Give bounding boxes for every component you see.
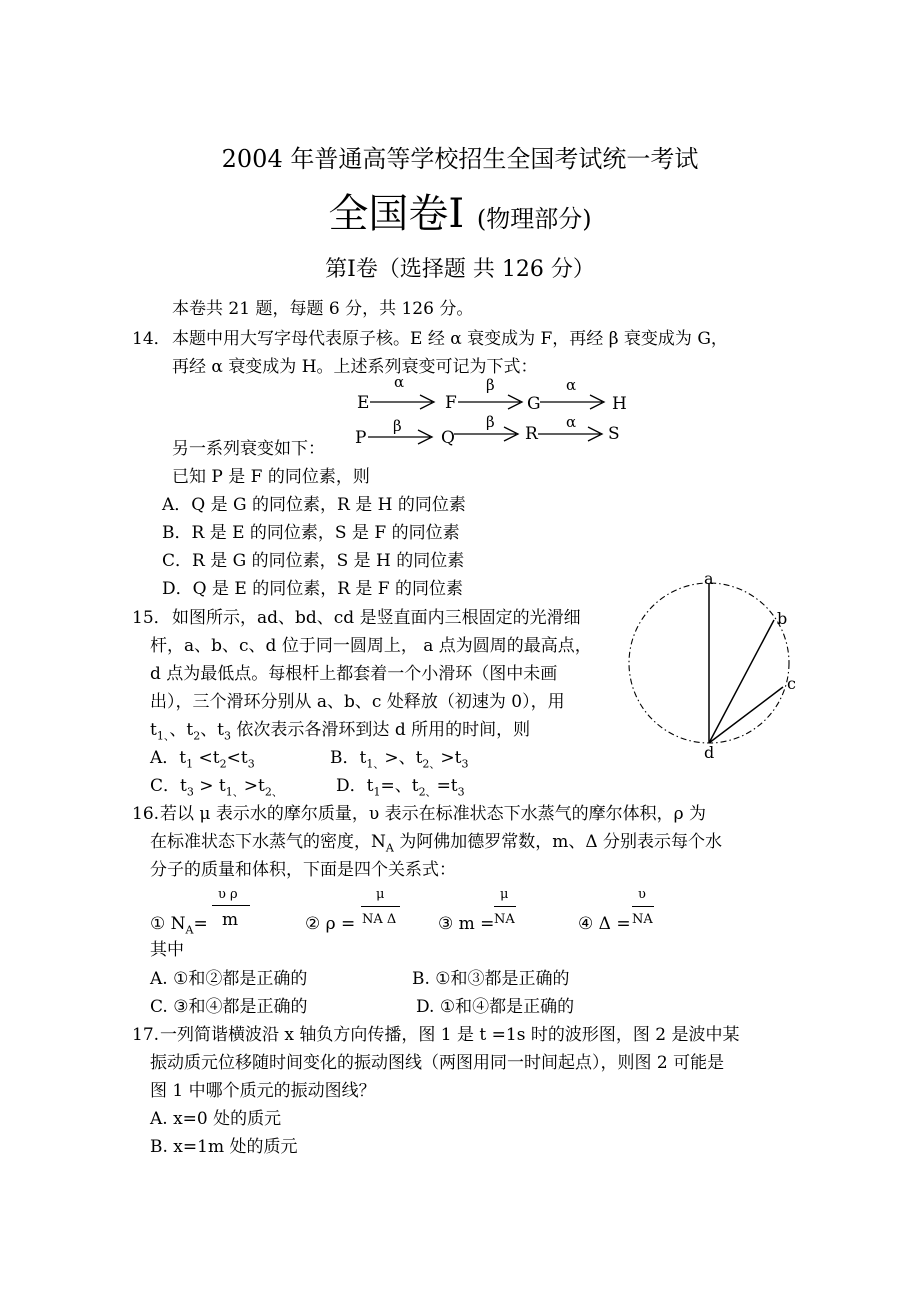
- q15-line1: 如图所示，ad、bd、cd 是竖直面内三根固定的光滑细: [172, 608, 581, 628]
- q14-option-b: B．R 是 E 的同位素，S 是 F 的同位素: [162, 523, 460, 543]
- q15-line5: $t_{1、}$、$t_2$、$t_3$ 依次表示各滑环到达 d 所用的时间，则: [150, 720, 531, 743]
- paper-name-sub: (物理部分): [476, 205, 592, 233]
- chain1-arrow-3: [540, 395, 604, 409]
- q16-formula-1-lhs: ① $N_A=$: [150, 914, 208, 937]
- chain2-decay-2: β: [486, 413, 495, 431]
- chain1-arrow-1: [370, 395, 434, 409]
- q17-number: 17.: [132, 1025, 160, 1045]
- q17-line1: 一列简谐横波沿 x 轴负方向传播，图 1 是 t =1s 时的波形图，图 2 是波中某: [160, 1025, 740, 1045]
- q15-line4: 出），三个滑环分别从 a、b、c 处释放（初速为 0），用: [150, 692, 565, 712]
- q16-formula-2-lhs: ② ρ =: [305, 914, 356, 934]
- q16-option-b: B. ①和③都是正确的: [412, 969, 570, 989]
- chain1-node-f: F: [445, 393, 457, 413]
- q16-line2: 在标准状态下水蒸气的密度，$N_A$ 为阿佛加德罗常数，m、Δ 分别表示每个水: [150, 832, 723, 855]
- q14-option-d: D．Q 是 E 的同位素，R 是 F 的同位素: [162, 579, 463, 599]
- q15-rod-cd: [709, 687, 783, 743]
- q15-number: 15．: [132, 608, 171, 628]
- q15-rod-bd: [709, 620, 774, 743]
- q16-line3: 分子的质量和体积，下面是四个关系式：: [150, 860, 456, 880]
- q16-formula-4-lhs: ④ Δ =: [578, 914, 631, 934]
- q15-line3: d 点为最低点。每根杆上都套着一个小滑环（图中未画: [150, 664, 558, 684]
- chain1-node-h: H: [612, 394, 627, 414]
- section-title: 第Ⅰ卷（选择题 共 126 分）: [325, 257, 595, 282]
- q16-option-a: A. ①和②都是正确的: [150, 969, 308, 989]
- q15-label-c: c: [787, 674, 796, 693]
- decay-chain-2: [355, 413, 620, 448]
- chain1-node-g: G: [527, 394, 541, 414]
- q16-formula-1-bar: [212, 905, 250, 906]
- chain2-node-q: Q: [441, 428, 455, 448]
- q14-option-c: C．R 是 G 的同位素，S 是 H 的同位素: [162, 551, 465, 571]
- q17-line3: 图 1 中哪个质元的振动图线？: [150, 1081, 376, 1101]
- q14-line2: 再经 α 衰变成为 H。上述系列衰变可记为下式：: [172, 357, 538, 377]
- q14-other-label: 另一系列衰变如下：: [172, 439, 325, 459]
- q14-number: 14．: [132, 329, 171, 349]
- q16-formula-3-denominator: NA: [494, 912, 515, 927]
- q16-formula-2-numerator: μ: [376, 887, 385, 902]
- q16-formula-4-denominator: NA: [632, 912, 653, 927]
- q17-line2: 振动质元位移随时间变化的振动图线（两图用同一时间起点），则图 2 可能是: [150, 1053, 725, 1073]
- decay-chain-1: [357, 373, 627, 414]
- q15-option-a: A．$t_1 <t_2<t_3$: [150, 748, 255, 771]
- q15-line2: 杆，a、b、c、d 位于同一圆周上， a 点为圆周的最高点，: [150, 636, 592, 656]
- paper-name-main: 全国卷Ⅰ: [328, 191, 465, 237]
- q17-option-b: B. x=1m 处的质元: [150, 1137, 298, 1157]
- chain1-decay-2: β: [486, 376, 495, 394]
- q16-formula-1-numerator: υ ρ: [218, 887, 238, 902]
- q16-formula-1-denominator: m: [222, 910, 239, 930]
- q16-formula-3-lhs: ③ m =: [438, 914, 495, 934]
- chain2-node-r: R: [525, 424, 538, 444]
- q16-formula-3-numerator: μ: [500, 887, 509, 902]
- q14-option-a: A．Q 是 G 的同位素，R 是 H 的同位素: [162, 495, 466, 515]
- q16-formula-4-numerator: υ: [638, 887, 646, 902]
- q16-formula-2-bar: [361, 906, 400, 907]
- section-intro: 本卷共 21 题，每题 6 分，共 126 分。: [172, 299, 474, 319]
- q14-given: 已知 P 是 F 的同位素，则: [172, 467, 370, 487]
- q15-figure: [629, 569, 796, 762]
- chain1-decay-1: α: [394, 373, 405, 391]
- exam-title: 2004 年普通高等学校招生全国考试统一考试: [221, 145, 699, 173]
- q15-option-d: D．$t_1=$、$t_{2、}=t_3$: [336, 776, 465, 799]
- q15-label-d: d: [704, 743, 715, 762]
- q16-formula-2-denominator: NA Δ: [362, 912, 397, 927]
- q14-line1: 本题中用大写字母代表原子核。E 经 α 衰变成为 F，再经 β 衰变成为 G，: [172, 329, 728, 349]
- chain1-decay-3: α: [566, 376, 577, 394]
- chain1-arrow-2: [458, 395, 522, 409]
- chain1-node-e: E: [357, 393, 370, 413]
- q16-number: 16.: [132, 804, 160, 824]
- chain2-decay-1: β: [393, 417, 402, 435]
- q16-option-c: C. ③和④都是正确的: [150, 997, 308, 1017]
- q15-label-a: a: [704, 569, 714, 588]
- q15-option-c: C．$t_3 > t_{1、}>t_{2、}$: [150, 776, 283, 799]
- q16-formula-4-bar: [632, 906, 654, 907]
- q16-formula-3-bar: [494, 906, 516, 907]
- chain2-decay-3: α: [566, 413, 577, 431]
- chain2-node-p: P: [355, 428, 367, 448]
- chain2-node-s: S: [608, 424, 620, 444]
- q17-option-a: A. x=0 处的质元: [150, 1109, 282, 1129]
- q16-line1: 若以 μ 表示水的摩尔质量，υ 表示在标准状态下水蒸气的摩尔体积，ρ 为: [160, 804, 706, 824]
- q15-option-b: B．$t_{1、}>$、$t_{2、}>t_3$: [330, 748, 469, 771]
- q16-option-d: D. ①和④都是正确的: [416, 997, 575, 1017]
- q16-among: 其中: [150, 940, 184, 960]
- q15-label-b: b: [777, 609, 788, 628]
